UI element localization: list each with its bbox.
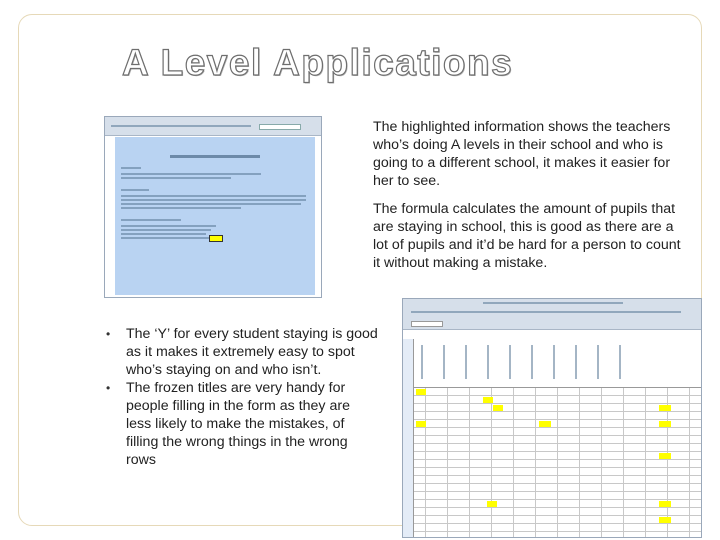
right-bullet-2 — [350, 200, 690, 272]
highlight-cell — [659, 517, 671, 523]
bullet-text: The ‘Y’ for every student staying is good as it makes it extremely easy to spot who’s staying on and who isn’t. — [126, 326, 378, 378]
left-bullet-2 — [106, 379, 378, 469]
left-bullet-list — [106, 325, 378, 469]
bullet-marker: • — [106, 327, 111, 341]
highlight-cell — [416, 389, 426, 395]
document-page — [115, 137, 315, 295]
excel-ribbon — [403, 299, 701, 330]
bullet-marker: • — [106, 381, 111, 395]
word-ribbon — [105, 117, 321, 136]
highlight-cell — [659, 421, 671, 427]
excel-spreadsheet-screenshot — [402, 298, 702, 538]
highlight-cell — [659, 453, 671, 459]
left-bullet-1 — [106, 325, 378, 379]
highlight-cell — [416, 421, 426, 427]
bullet-text: The formula calculates the amount of pupils that are staying in school, this is good as there are a lot of pupils and it’d be hard for a person to count it without making a mistake. — [373, 201, 681, 271]
right-bullet-list — [350, 118, 690, 282]
right-bullet-1 — [350, 118, 690, 190]
frozen-title-row — [403, 339, 701, 388]
bullet-text: The highlighted information shows the teachers who’s doing A levels in their school and who is going to a different school, it makes it easier for her to see. — [373, 119, 671, 189]
row-headers — [403, 339, 414, 537]
highlight-cell — [483, 397, 493, 403]
highlight-cell — [539, 421, 551, 427]
bullet-text: The frozen titles are very handy for people filling in the form as they are less likely to make the mistakes, of filling the wrong things in the wrong rows — [126, 380, 350, 468]
highlight-cell — [659, 501, 671, 507]
highlight-cell — [487, 501, 497, 507]
highlight-cell — [493, 405, 503, 411]
word-document-screenshot — [104, 116, 322, 298]
slide-title: A Level Applications — [122, 42, 514, 83]
highlight-cell — [659, 405, 671, 411]
